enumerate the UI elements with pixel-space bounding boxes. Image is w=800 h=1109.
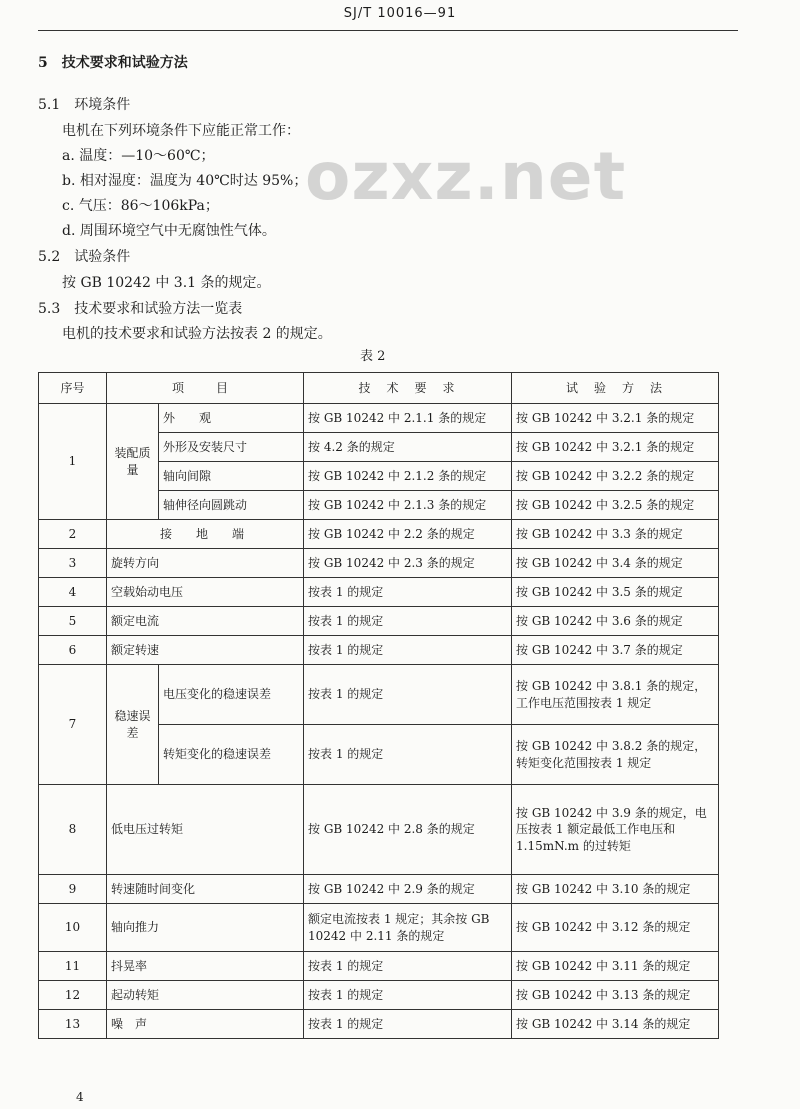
- table-row: [39, 981, 719, 1010]
- row-method: 按 GB 10242 中 3.12 条的规定: [512, 904, 719, 952]
- s53-title: 5.3 技术要求和试验方法一览表: [38, 301, 243, 317]
- row-item: 旋转方向: [107, 549, 304, 578]
- row-req: 按表 1 的规定: [304, 665, 512, 725]
- col-header-method: 试 验 方 法: [512, 373, 719, 404]
- col-header-item: 项 目: [107, 373, 304, 404]
- table-row: [39, 607, 719, 636]
- row-method: 按 GB 10242 中 3.2.1 条的规定: [512, 404, 719, 433]
- row-item: 转速随时间变化: [107, 875, 304, 904]
- s52-text: 按 GB 10242 中 3.1 条的规定。: [62, 275, 271, 291]
- row-req: 按表 1 的规定: [304, 1010, 512, 1039]
- row-method: 按 GB 10242 中 3.2.1 条的规定: [512, 433, 719, 462]
- header-rule: [38, 30, 738, 31]
- s51-item-a: a. 温度：—10～60℃；: [62, 148, 215, 164]
- s51-intro: 电机在下列环境条件下应能正常工作：: [62, 123, 300, 139]
- row-req: 按 GB 10242 中 2.1.1 条的规定: [304, 404, 512, 433]
- row-item: 额定电流: [107, 607, 304, 636]
- row-req: 按 GB 10242 中 2.1.3 条的规定: [304, 491, 512, 520]
- row-item: 起动转矩: [107, 981, 304, 1010]
- row-no: 11: [39, 952, 107, 981]
- row-no: 12: [39, 981, 107, 1010]
- row-method: 按 GB 10242 中 3.10 条的规定: [512, 875, 719, 904]
- row-item: 低电压过转矩: [107, 785, 304, 875]
- row-method: 按 GB 10242 中 3.8.2 条的规定，转矩变化范围按表 1 规定: [512, 725, 719, 785]
- row-method: 按 GB 10242 中 3.14 条的规定: [512, 1010, 719, 1039]
- col-header-no: 序号: [39, 373, 107, 404]
- col-header-req: 技 术 要 求: [304, 373, 512, 404]
- row-req: 按 GB 10242 中 2.8 条的规定: [304, 785, 512, 875]
- row-item: 空载始动电压: [107, 578, 304, 607]
- table-row: [39, 520, 719, 549]
- row-item: 轴向推力: [107, 904, 304, 952]
- s51-item-c: c. 气压：86～106kPa；: [62, 198, 219, 214]
- row-group: 装配质量: [107, 404, 159, 520]
- table-row: [39, 952, 719, 981]
- s51-item-b: b. 相对湿度：温度为 40℃时达 95%；: [62, 173, 308, 189]
- table-row: [39, 665, 719, 725]
- s51-item-d: d. 周围环境空气中无腐蚀性气体。: [62, 223, 276, 239]
- row-no: 13: [39, 1010, 107, 1039]
- row-req: 按表 1 的规定: [304, 578, 512, 607]
- s51-title: 5.1 环境条件: [38, 97, 131, 113]
- row-req: 按 4.2 条的规定: [304, 433, 512, 462]
- row-item: 轴向间隙: [159, 462, 304, 491]
- row-no: 3: [39, 549, 107, 578]
- row-item: 外 观: [159, 404, 304, 433]
- row-item: 抖晃率: [107, 952, 304, 981]
- section-title: 5 技术要求和试验方法: [38, 55, 188, 71]
- row-no: 6: [39, 636, 107, 665]
- table-row: [39, 636, 719, 665]
- s52-title: 5.2 试验条件: [38, 249, 131, 265]
- table-row: [39, 404, 719, 433]
- table-row: [39, 904, 719, 952]
- table-row: [39, 549, 719, 578]
- row-method: 按 GB 10242 中 3.5 条的规定: [512, 578, 719, 607]
- row-req: 按表 1 的规定: [304, 725, 512, 785]
- watermark: ozxz.net: [305, 138, 627, 215]
- row-method: 按 GB 10242 中 3.7 条的规定: [512, 636, 719, 665]
- row-item: 转矩变化的稳速误差: [159, 725, 304, 785]
- row-method: 按 GB 10242 中 3.11 条的规定: [512, 952, 719, 981]
- spec-table: [38, 372, 719, 1039]
- row-group: 稳速误差: [107, 665, 159, 785]
- row-req: 按表 1 的规定: [304, 981, 512, 1010]
- row-method: 按 GB 10242 中 3.9 条的规定，电压按表 1 额定最低工作电压和 1.15mN.m 的过转矩: [512, 785, 719, 875]
- row-req: 按表 1 的规定: [304, 952, 512, 981]
- row-item: 轴伸径向圆跳动: [159, 491, 304, 520]
- row-no: 5: [39, 607, 107, 636]
- row-item: 电压变化的稳速误差: [159, 665, 304, 725]
- table-row: [39, 785, 719, 875]
- row-item: 外形及安装尺寸: [159, 433, 304, 462]
- row-req: 按表 1 的规定: [304, 636, 512, 665]
- row-method: 按 GB 10242 中 3.3 条的规定: [512, 520, 719, 549]
- row-no: 9: [39, 875, 107, 904]
- row-no: 8: [39, 785, 107, 875]
- table-row: [39, 875, 719, 904]
- row-no: 10: [39, 904, 107, 952]
- row-method: 按 GB 10242 中 3.8.1 条的规定，工作电压范围按表 1 规定: [512, 665, 719, 725]
- s53-text: 电机的技术要求和试验方法按表 2 的规定。: [62, 326, 332, 342]
- row-method: 按 GB 10242 中 3.6 条的规定: [512, 607, 719, 636]
- row-item: 噪 声: [107, 1010, 304, 1039]
- row-method: 按 GB 10242 中 3.4 条的规定: [512, 549, 719, 578]
- table-header-row: [39, 373, 719, 404]
- row-method: 按 GB 10242 中 3.2.2 条的规定: [512, 462, 719, 491]
- standard-number: SJ/T 10016—91: [343, 6, 457, 21]
- table-caption: 表 2: [360, 349, 386, 364]
- row-no: 7: [39, 665, 107, 785]
- row-req: 额定电流按表 1 规定；其余按 GB 10242 中 2.11 条的规定: [304, 904, 512, 952]
- row-req: 按 GB 10242 中 2.2 条的规定: [304, 520, 512, 549]
- row-item: 接 地 端: [107, 520, 304, 549]
- row-req: 按表 1 的规定: [304, 607, 512, 636]
- page-number: 4: [76, 1090, 84, 1104]
- row-req: 按 GB 10242 中 2.1.2 条的规定: [304, 462, 512, 491]
- row-req: 按 GB 10242 中 2.9 条的规定: [304, 875, 512, 904]
- row-method: 按 GB 10242 中 3.13 条的规定: [512, 981, 719, 1010]
- table-row: [39, 578, 719, 607]
- row-item: 额定转速: [107, 636, 304, 665]
- row-method: 按 GB 10242 中 3.2.5 条的规定: [512, 491, 719, 520]
- row-no: 4: [39, 578, 107, 607]
- row-req: 按 GB 10242 中 2.3 条的规定: [304, 549, 512, 578]
- row-no: 2: [39, 520, 107, 549]
- table-row: [39, 1010, 719, 1039]
- row-no: 1: [39, 404, 107, 520]
